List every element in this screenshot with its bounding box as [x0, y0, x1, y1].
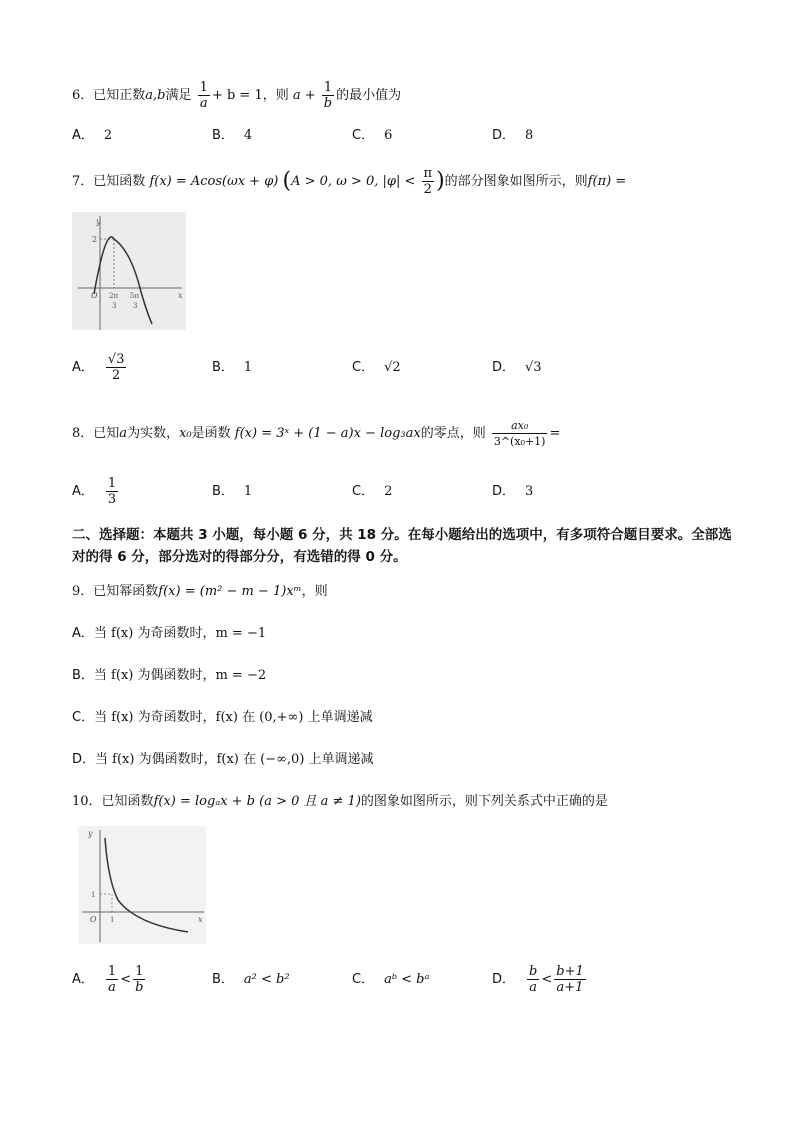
question-10-options: [72, 962, 712, 998]
question-7-options: [72, 350, 712, 386]
option-c[interactable]: C． 2: [352, 484, 393, 499]
option-c[interactable]: C．当 f(x) 为奇函数时，f(x) 在 (0,+∞) 上单调递减: [72, 710, 373, 725]
option-a[interactable]: A． 2: [72, 128, 113, 143]
y-one-label: 1: [91, 891, 96, 899]
x-axis-label: x: [178, 291, 183, 300]
option-a[interactable]: A． $\frac{√3}{2}$: [72, 352, 125, 383]
question-9-stem: 9．已知幂函数f(x) = (m² − m − 1)xᵐ，则: [72, 584, 328, 599]
question-number: 10．: [72, 794, 102, 809]
fraction: $\frac{\text{ax₀}}{\text{3\textasciicircum{}(x₀+1)}}$: [493, 419, 546, 448]
option-d[interactable]: D． 8: [492, 128, 534, 143]
option-b[interactable]: B． a² < b²: [212, 972, 290, 987]
tick-2pi-3-num: 2π: [109, 292, 119, 300]
cosine-curve: [94, 237, 152, 324]
tick-2pi-3-den: 3: [112, 302, 117, 310]
fraction: $\frac{1}{a}$: [199, 80, 208, 111]
option-d[interactable]: D．当 f(x) 为偶函数时，f(x) 在 (−∞,0) 上单调递减: [72, 752, 374, 767]
x-axis-label: x: [198, 915, 203, 924]
y-axis-label: y: [96, 217, 101, 226]
question-number: 9．: [72, 584, 94, 599]
question-number: 7．: [72, 174, 94, 189]
option-a[interactable]: A． $\frac{1}{a}$ < $\frac{1}{b}$: [72, 964, 144, 995]
max-value-label: 2: [92, 235, 98, 244]
option-a[interactable]: A．当 f(x) 为奇函数时，m = −1: [72, 626, 267, 641]
question-number: 8．: [72, 426, 94, 441]
option-d[interactable]: D． $\frac{b}{a}$ < $\frac{b+1}{a+1}$: [492, 964, 584, 995]
cosine-graph-figure: [72, 212, 186, 330]
origin-label: O: [91, 291, 98, 300]
question-7-stem: 7．已知函数 f(x) = Acos(ωx + φ) (A > 0, ω > 0, |φ| < $\frac{\pi}{2}$ )的部分图象如图所示，则f(π) =: [72, 166, 627, 197]
log-graph-figure: [78, 826, 206, 944]
option-b[interactable]: B． 1: [212, 360, 253, 375]
question-6-stem: 6．已知正数a,b满足 $\frac{1}{a}$ + b = 1，则 a + $\frac{1}{b}$ 的最小值为: [72, 80, 402, 111]
origin-label: O: [90, 915, 97, 924]
x-one-label: 1: [110, 916, 115, 924]
option-a[interactable]: A． $\frac{1}{3}$: [72, 476, 117, 507]
fraction: $\frac{\pi}{2}$: [423, 166, 433, 197]
section-2-header: 二、选择题：本题共 3 小题，每小题 6 分，共 18 分。在每小题给出的选项中，有多项符合题目要求。全部选对的得 6 分，部分选对的得部分分，有选错的得 0 分。: [72, 527, 732, 565]
question-8-stem: 8．已知a为实数，x₀是函数 f(x) = 3ˣ + (1 − a)x − log₃ax的零点，则 $\frac{\text{ax₀}}{\text{3\textasciicircum{}(x₀+1)}}$ =: [72, 419, 561, 448]
tick-5pi-3-num: 5π: [130, 292, 140, 300]
option-b[interactable]: B． 4: [212, 128, 253, 143]
cosine-graph: [72, 212, 186, 330]
log-graph: [78, 826, 206, 944]
question-number: 6．: [72, 88, 94, 103]
option-c[interactable]: C． √2: [352, 360, 401, 375]
option-b[interactable]: B．当 f(x) 为偶函数时，m = −2: [72, 668, 267, 683]
option-d[interactable]: D． 3: [492, 484, 534, 499]
tick-5pi-3-den: 3: [133, 302, 138, 310]
question-8-options: [72, 474, 712, 510]
fraction: $\frac{1}{b}$: [323, 80, 333, 111]
log-curve: [105, 838, 188, 932]
option-c[interactable]: C． 6: [352, 128, 393, 143]
option-b[interactable]: B． 1: [212, 484, 253, 499]
question-6-options: [72, 118, 712, 154]
question-10-stem: 10．已知函数f(x) = logₐx + b (a > 0 且 a ≠ 1)的图象如图所示，则下列关系式中正确的是: [72, 794, 608, 809]
y-axis-label: y: [88, 829, 93, 838]
option-c[interactable]: C． aᵇ < bᵃ: [352, 972, 430, 987]
option-d[interactable]: D． √3: [492, 360, 542, 375]
